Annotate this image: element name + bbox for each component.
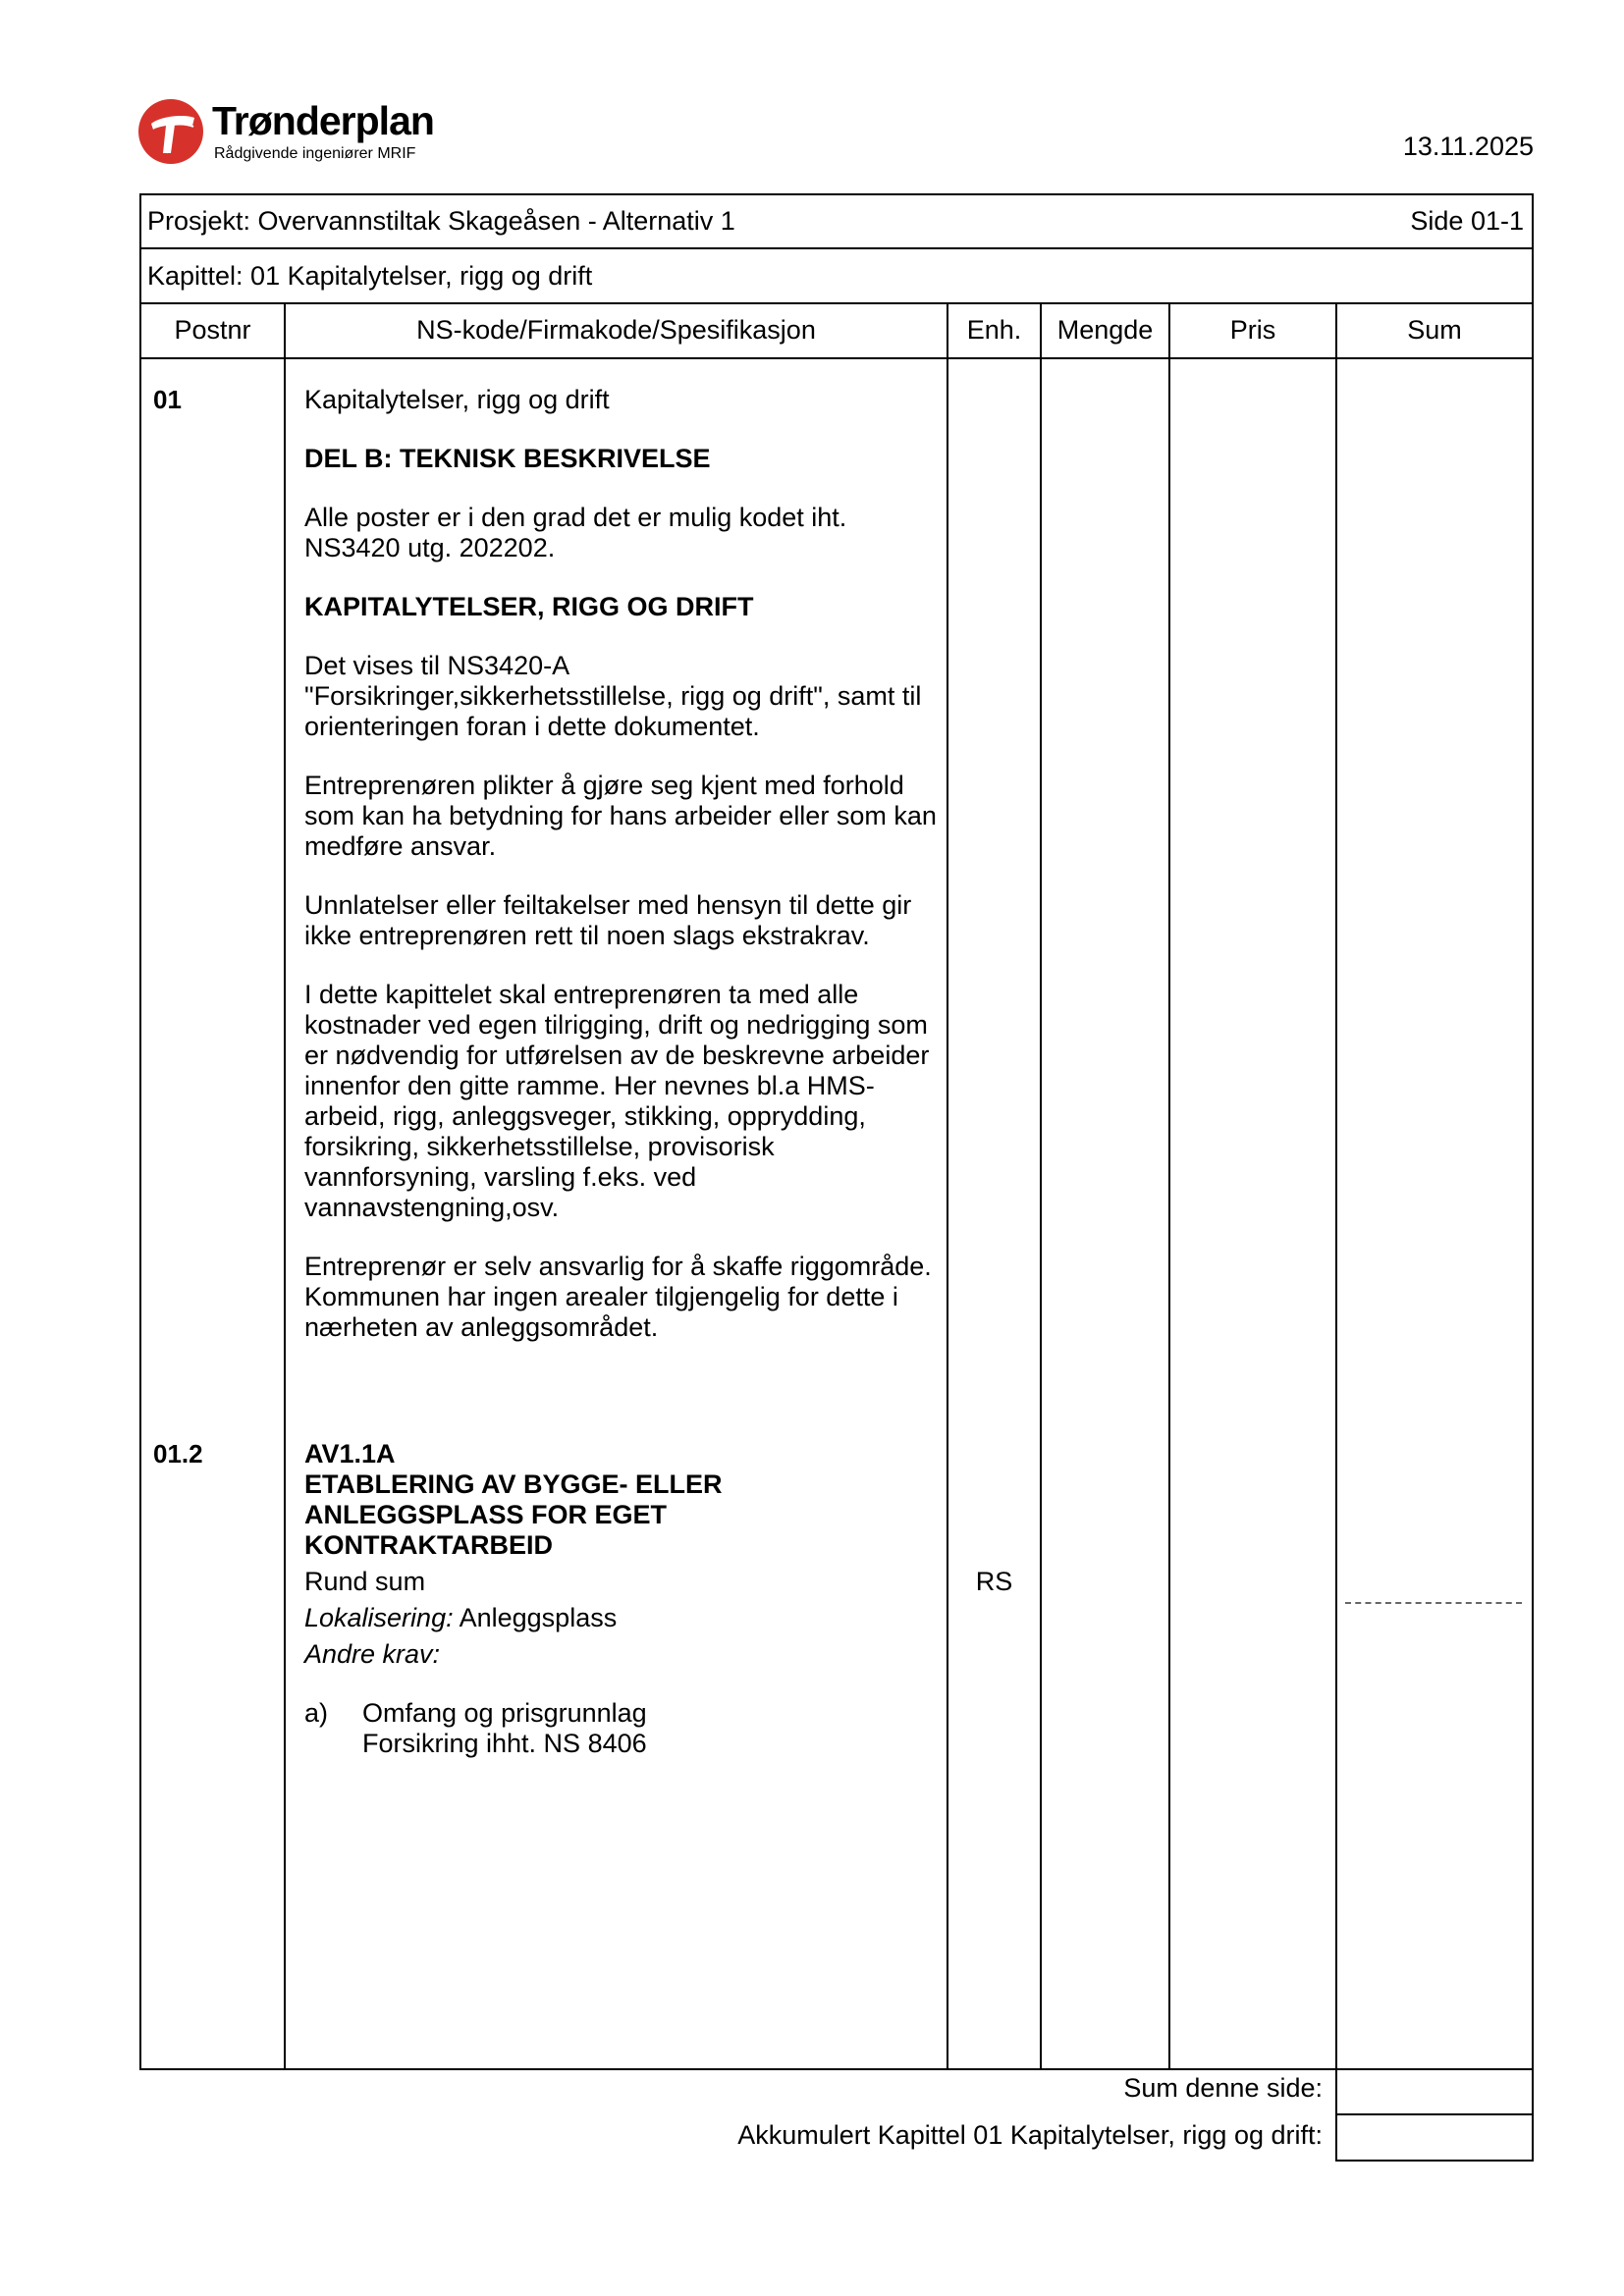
spec-paragraph: Entreprenøren plikter å gjøre seg kjent med forhold som kan ha betydning for hans arbeider eller som kan medføre ansvar. [304,771,937,861]
project-title: Prosjekt: Overvannstiltak Skageåsen - Alternativ 1 [147,206,735,236]
column-header-price: Pris [1229,315,1276,345]
chapter-title: Kapittel: 01 Kapitalytelser, rigg og drift [147,261,593,291]
spec-paragraph: Alle poster er i den grad det er mulig kodet iht. NS3420 utg. 202202. [304,503,847,562]
document-date: 13.11.2025 [1402,132,1534,161]
other-requirements-label: Andre krav: [304,1639,441,1669]
item-unit: RS [975,1567,1013,1596]
divider [139,302,1534,304]
brand-tagline: Rådgivende ingeniører MRIF [214,145,416,162]
brand-name: Trønderplan [212,98,434,143]
column-header-sum: Sum [1407,315,1462,345]
sum-placeholder-line [1345,1602,1522,1604]
item-title: ETABLERING AV BYGGE- ELLER ANLEGGSPLASS FOR EGET KONTRAKTARBEID [304,1469,723,1560]
page-sum-box [1335,2068,1534,2115]
sub-line: Forsikring ihht. NS 8406 [362,1729,647,1758]
item-specification [304,385,952,1343]
column-header-unit: Enh. [966,315,1022,345]
item-specification [304,1439,893,1759]
spec-paragraph: Entreprenør er selv ansvarlig for å skaffe riggområde. Kommunen har ingen arealer tilgjengelig for dette i nærheten av anleggsområdet. [304,1252,932,1342]
spec-paragraph: Kapitalytelser, rigg og drift [304,385,610,414]
company-logo [137,98,434,177]
location-label: Lokalisering: [304,1603,454,1632]
sub-letter: a) [304,1698,329,1728]
sub-requirement [304,1698,893,1759]
trønderplan-logo-icon [137,98,204,165]
item-code: AV1.1A [304,1439,396,1468]
item-postnr: 01 [153,385,182,414]
column-divider [1168,302,1170,2070]
sub-line: Omfang og prisgrunnlag [362,1698,647,1728]
spec-heading: DEL B: TEKNISK BESKRIVELSE [304,444,711,473]
column-divider [284,302,286,2070]
column-header-spec: NS-kode/Firmakode/Spesifikasjon [416,315,816,345]
spec-paragraph: I dette kapittelet skal entreprenøren ta med alle kostnader ved egen tilrigging, drift og nedrigging som er nødvendig for utførelsen av de beskrevne arbeider innenfor den gitte ramme. Her nevnes bl.a HMS-arbeid, rigg, anleggsveger, stikking, opprydding, forsikring, sikkerhetsstillelse, provisorisk vannforsyning, varsling f.eks. ved vannavstengning,osv. [304,980,930,1222]
location-value: Anleggsplass [453,1603,618,1632]
column-header-postnr: Postnr [174,315,251,345]
accumulated-sum-box [1335,2113,1534,2162]
accumulated-sum-label: Akkumulert Kapittel 01 Kapitalytelser, rigg og drift: [737,2120,1323,2150]
column-header-quantity: Mengde [1056,315,1154,345]
divider [139,247,1534,249]
divider [139,357,1534,359]
spec-paragraph: Det vises til NS3420-A "Forsikringer,sikkerhetsstillelse, rigg og drift", samt til orienteringen foran i dette dokumentet. [304,651,922,741]
item-line: Rund sum [304,1567,426,1596]
page-number: Side 01-1 [1410,206,1524,236]
column-divider [1335,302,1337,2070]
item-postnr: 01.2 [153,1439,203,1468]
item-location [304,1603,893,1633]
spec-heading: KAPITALYTELSER, RIGG OG DRIFT [304,592,754,621]
page-sum-label: Sum denne side: [1123,2073,1323,2103]
spec-paragraph: Unnlatelser eller feiltakelser med hensyn til dette gir ikke entreprenøren rett til noen slags ekstrakrav. [304,890,912,950]
column-divider [1040,302,1042,2070]
